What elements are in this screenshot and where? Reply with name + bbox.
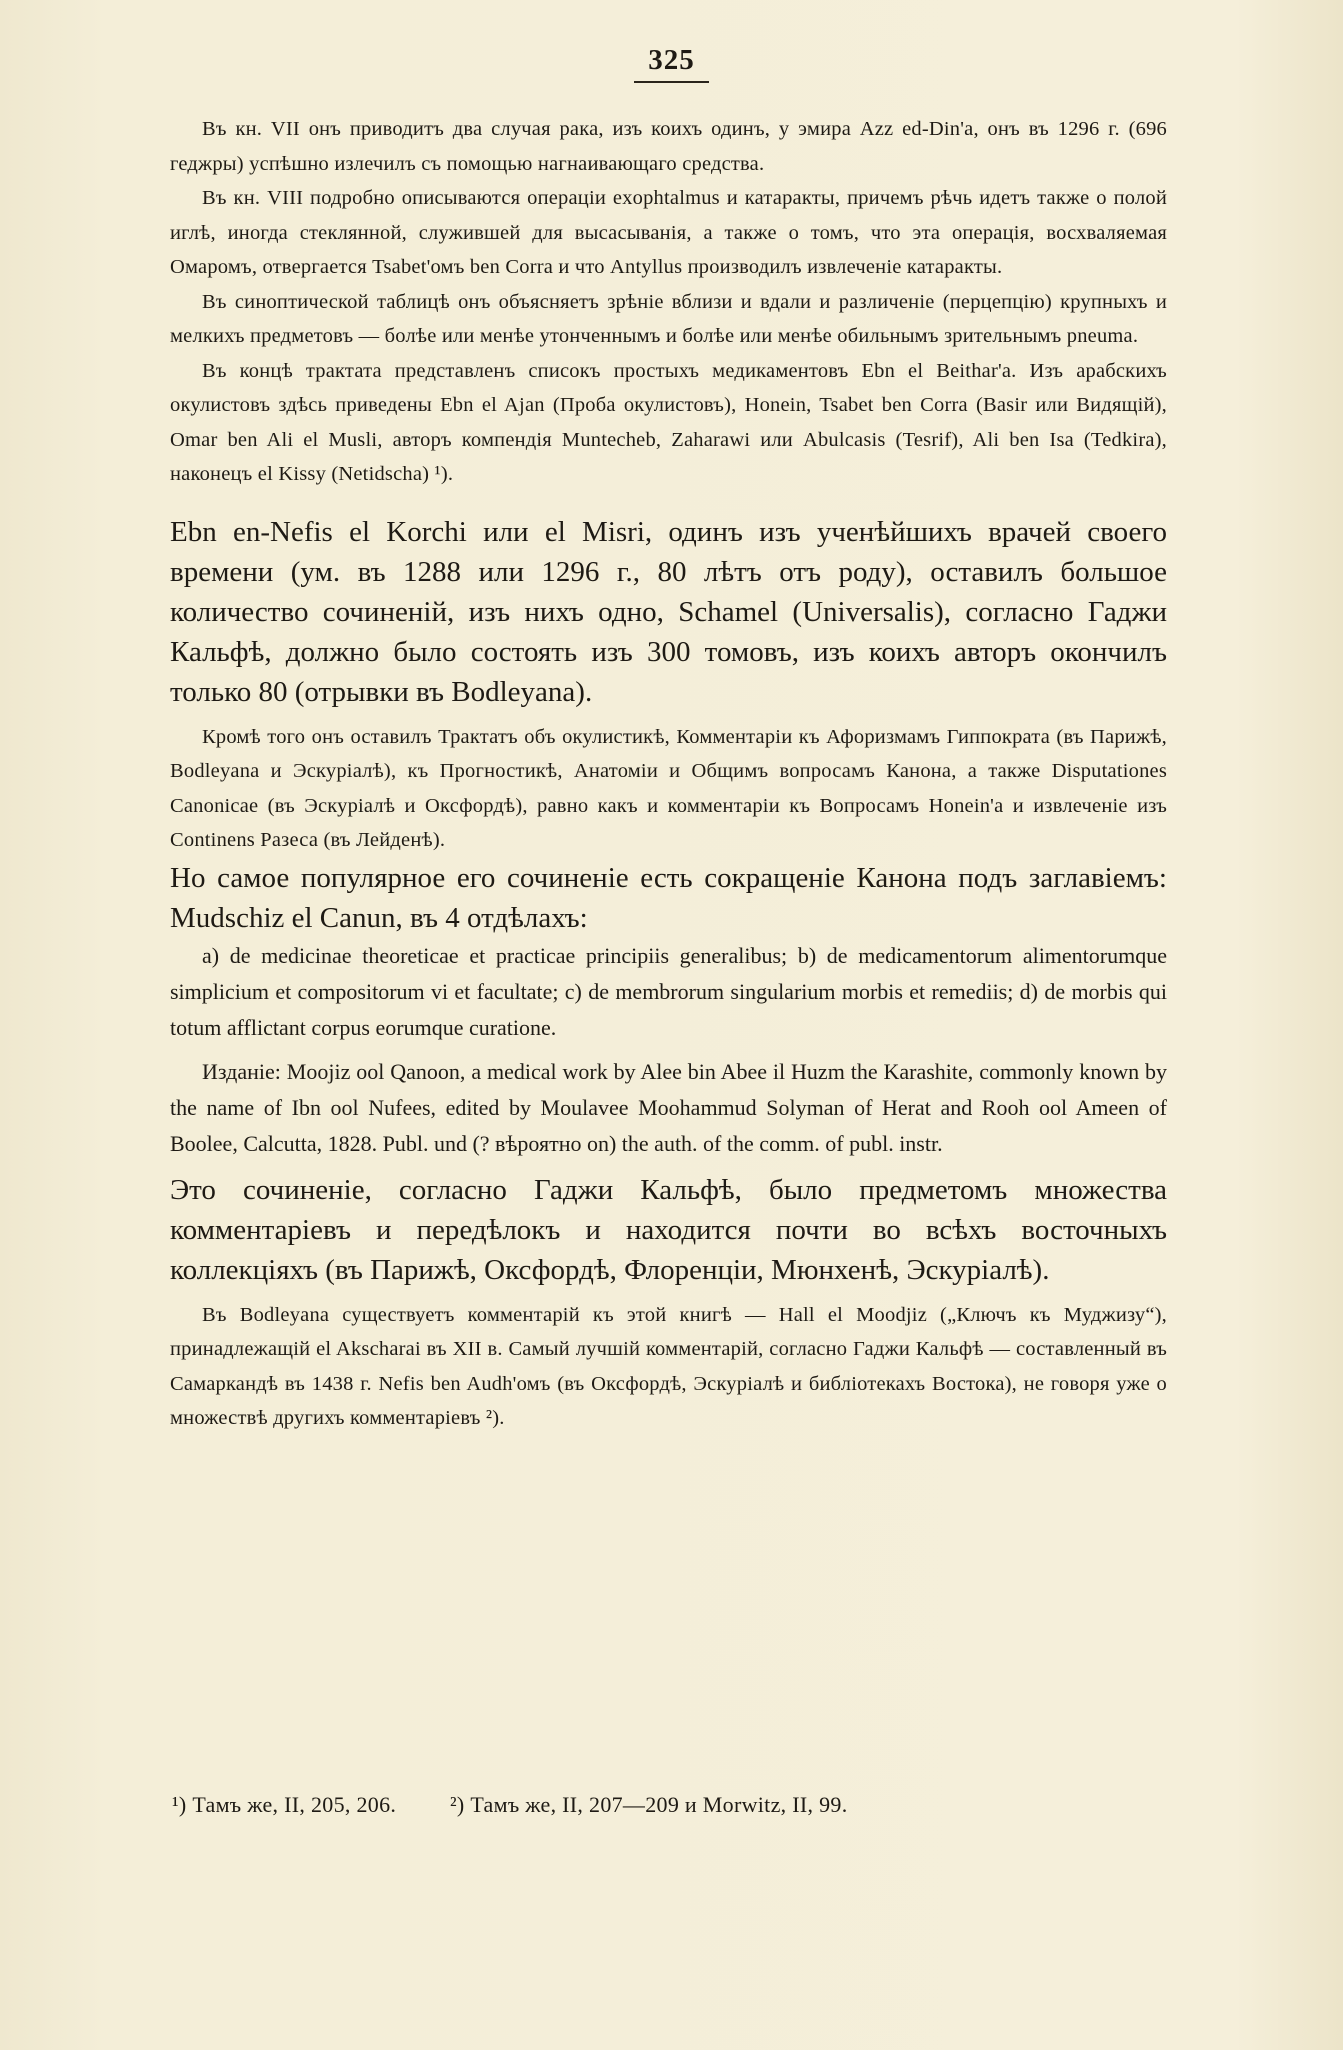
paragraph-synoptic-table: Въ синоптической таблицѣ онъ объясняетъ зрѣніе вблизи и вдали и различеніе (перцепцію) крупныхъ и мелкихъ предметовъ — болѣе или менѣе утонченнымъ и болѣе или менѣе обильнымъ зрительнымъ pneuma. xyxy=(170,290,1167,347)
footnote-1: ¹) Тамъ же, II, 205, 206. xyxy=(172,1792,397,1817)
paragraph-book-viii: Въ кн. VIII подробно описываются операціи exophtalmus и катаракты, причемъ рѣчь идетъ также о полой иглѣ, иногда стеклянной, служившей для высасыванія, а также о томъ, что эта операція, восхваляемая Омаромъ, отвергается Tsabet'омъ ben Corra и что Antyllus производилъ извлеченіе катаракты. xyxy=(170,187,1167,278)
paragraph-medicaments-list: Въ концѣ трактата представленъ списокъ простыхъ медикаментовъ Ebn el Beithar'a. Изъ арабскихъ окулистовъ здѣсь приведены Ebn el Ajan (Проба окулистовъ), Honein, Tsabet ben Corra (Basir или Видящій), Omar ben Ali el Musli, авторъ компендія Muntecheb, Zaharawi или Abulcasis (Tesrif), Ali ben Isa (Tedkira), наконецъ el Kissy (Netidscha) ¹). xyxy=(170,359,1167,485)
paragraph-other-works: Кромѣ того онъ оставилъ Трактатъ объ окулистикѣ, Комментаріи къ Афоризмамъ Гиппократа (въ Парижѣ, Bodleyana и Эскуріалѣ), къ Прогностикѣ, Анатоміи и Общимъ вопросамъ Канона, а также Disputationes Canonicae (въ Эскуріалѣ и Оксфордѣ), равно какъ и комментаріи къ Вопросамъ Honein'a и извлеченіе изъ Continens Разеса (въ Лейденѣ). xyxy=(170,725,1167,851)
page-number xyxy=(0,44,1343,83)
paragraph-popular-work: Но самое популярное его сочиненіе есть сокращеніе Канона подъ заглавіемъ: Mudschiz el Canun, въ 4 отдѣлахъ: xyxy=(170,861,1167,934)
page-number-text: 325 xyxy=(634,44,709,83)
paragraph-ebn-en-nefis: Ebn en-Nefis el Korchi или el Misri, одинъ изъ ученѣйшихъ врачей своего времени (ум. въ 1288 или 1296 г., 80 лѣтъ отъ роду), оставилъ большое количество сочиненій, изъ нихъ одно, Schamel (Universalis), согласно Гаджи Кальфѣ, должно было состоять изъ 300 томовъ, изъ коихъ авторъ окончилъ только 80 (отрывки въ Bodleyana). xyxy=(170,515,1167,708)
footnote-2: ²) Тамъ же, II, 207—209 и Morwitz, II, 99. xyxy=(450,1792,848,1817)
page-body xyxy=(170,112,1167,1436)
paragraph-sections-list: a) de medicinae theoreticae et practicae principiis generalibus; b) de medicamentorum alimentorumque simplicium et compositorum vi et facultate; c) de membrorum singularium morbis et remediis; d) de morbis qui totum afflictant corpus eorumque curatione. xyxy=(170,942,1167,1040)
paragraph-bodleyana: Въ Bodleyana существуетъ комментарій къ этой книгѣ — Hall el Moodjiz („Ключъ къ Муджизу“), принадлежащій el Akscharai въ XII в. Самый лучшій комментарій, согласно Гаджи Кальфѣ — составленный въ Самаркандѣ въ 1438 г. Nefis ben Audh'омъ (въ Оксфордѣ, Эскуріалѣ и библіотекахъ Востока), не говоря уже о множествѣ другихъ комментаріевъ ²). xyxy=(170,1303,1167,1429)
footnotes xyxy=(172,1792,848,1818)
paragraph-edition: Изданіе: Moojiz ool Qanoon, a medical work by Alee bin Abee il Huzm the Karashite, commonly known by the name of Ibn ool Nufees, edited by Moulavee Moohammud Solyman of Herat and Rooh ool Ameen of Boolee, Calcutta, 1828. Publ. und (? вѣроятно on) the auth. of the comm. of publ. instr. xyxy=(170,1058,1167,1156)
paragraph-commentaries: Это сочиненіе, согласно Гаджи Кальфѣ, было предметомъ множества комментаріевъ и передѣлокъ и находится почти во всѣхъ восточныхъ коллекціяхъ (въ Парижѣ, Оксфордѣ, Флоренціи, Мюнхенѣ, Эскуріалѣ). xyxy=(170,1173,1167,1286)
paragraph-book-vii: Въ кн. VII онъ приводитъ два случая рака, изъ коихъ одинъ, у эмира Azz ed-Din'a, онъ въ 1296 г. (696 геджры) успѣшно излечилъ съ помощью нагнаивающаго средства. xyxy=(170,118,1167,175)
